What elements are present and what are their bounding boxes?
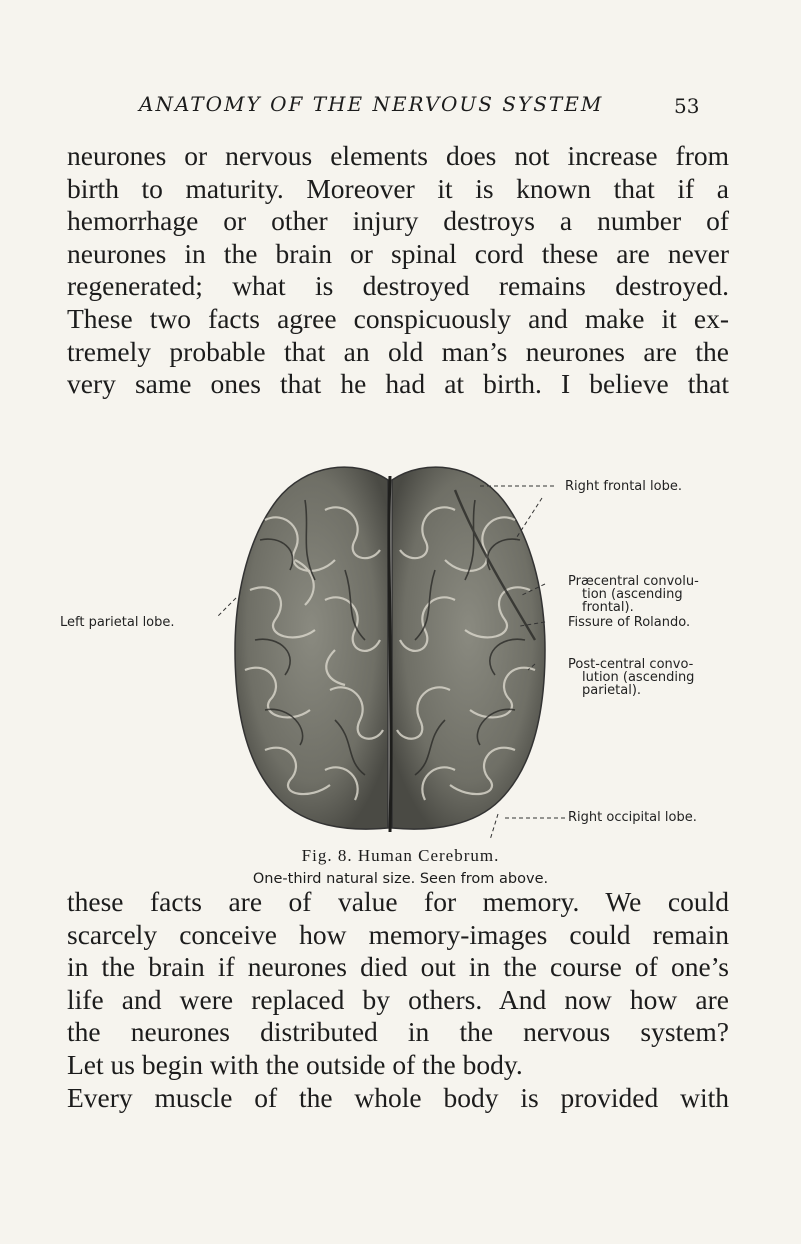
text-line: in the brain if neurones died out in the course of one’s <box>67 951 729 983</box>
label-post-central: Post-central convo- <box>568 657 694 672</box>
text-line: hemorrhage or other injury destroys a number of <box>67 205 729 237</box>
page-number: 53 <box>674 94 700 118</box>
text-line: Let us begin with the outside of the body. <box>67 1048 523 1080</box>
label-leader-lines <box>0 440 801 840</box>
text-line: very same ones that he had at birth. I believe that <box>67 368 729 400</box>
label-left-parietal-lobe: Left parietal lobe. <box>60 615 175 630</box>
label-praecentral-2: tion (ascending <box>582 587 683 602</box>
figure-caption-subtitle: One-third natural size. Seen from above. <box>252 871 549 887</box>
text-line: Every muscle of the whole body is provided with <box>67 1081 729 1113</box>
text-line: regenerated; what is destroyed remains destroyed. <box>67 270 729 302</box>
text-line: these facts are of value for memory. We could <box>67 886 729 917</box>
label-fissure-of-rolando: Fissure of Rolando. <box>568 615 691 630</box>
figure-cerebrum <box>0 440 801 887</box>
label-post-central-2: lution (ascending <box>582 670 695 685</box>
text-line: neurones in the brain or spinal cord these are never <box>67 237 729 269</box>
paragraph-top <box>67 140 729 401</box>
paragraph-bottom <box>67 886 729 1114</box>
running-head <box>0 92 801 124</box>
text-line: life and were replaced by others. And now how are <box>67 983 729 1015</box>
label-praecentral-3: frontal). <box>582 600 634 615</box>
label-praecentral: Præcentral convolu- <box>568 574 699 589</box>
label-right-occipital-lobe: Right occipital lobe. <box>568 810 697 825</box>
text-line: scarcely conceive how memory-images could remain <box>67 918 729 950</box>
label-right-frontal-lobe: Right frontal lobe. <box>565 479 682 494</box>
label-post-central-3: parietal). <box>582 683 642 698</box>
text-line: birth to maturity. Moreover it is known that if a <box>67 172 729 204</box>
text-line: the neurones distributed in the nervous system? <box>67 1016 729 1048</box>
figure-caption-title: Fig. 8. Human Cerebrum. <box>301 846 500 865</box>
text-line: neurones or nervous elements does not increase from <box>67 140 729 171</box>
text-line: These two facts agree conspicuously and make it ex- <box>67 302 729 334</box>
text-line: tremely probable that an old man’s neurones are the <box>67 335 729 367</box>
running-title: ANATOMY OF THE NERVOUS SYSTEM <box>139 92 604 116</box>
